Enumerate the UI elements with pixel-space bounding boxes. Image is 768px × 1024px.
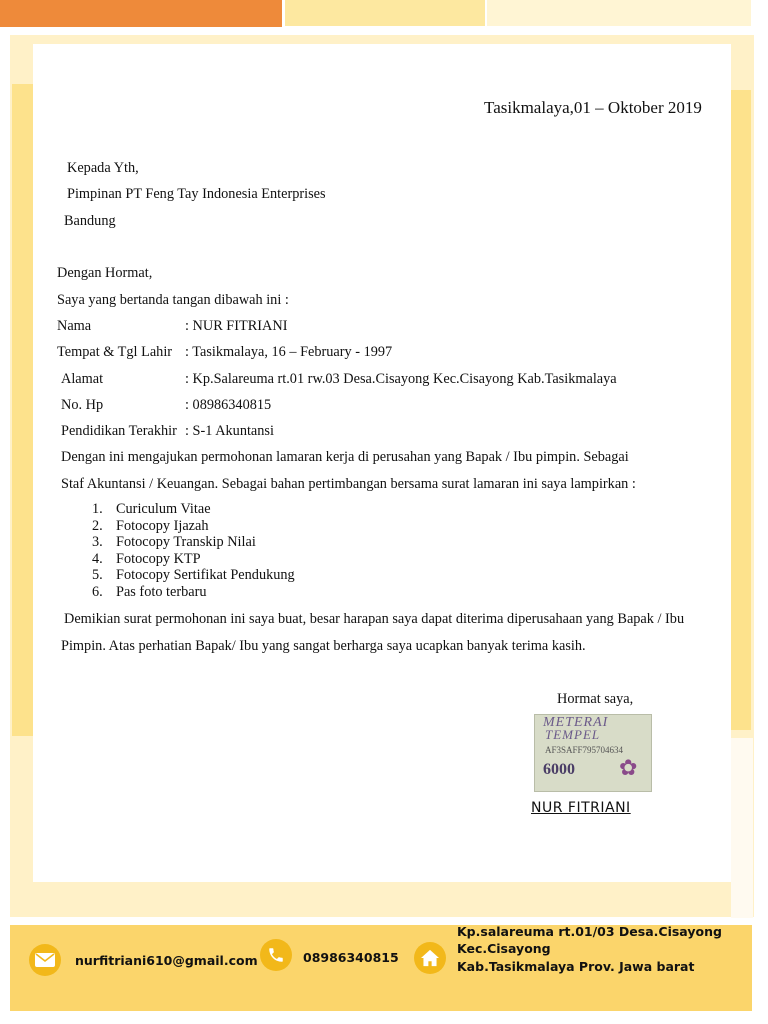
list-item-text: Fotocopy KTP	[116, 550, 201, 567]
footer-address-line-2: Kec.Cisayong	[457, 941, 551, 956]
intro-line: Saya yang bertanda tangan dibawah ini :	[57, 292, 289, 308]
list-item-text: Fotocopy Ijazah	[116, 517, 209, 534]
attachment-list	[92, 501, 295, 601]
list-item	[92, 518, 295, 535]
recipient-line-1: Kepada Yth,	[67, 160, 139, 176]
list-item	[92, 534, 295, 551]
paragraph-1-line-1: Dengan ini mengajukan permohonan lamaran kerja di perusahan yang Bapak / Ibu pimpin. Sebagai	[61, 449, 629, 465]
right-accent-strip	[731, 90, 751, 730]
list-item-number: 1.	[92, 501, 103, 517]
list-item-number: 6.	[92, 583, 103, 600]
top-orange-bar	[0, 0, 282, 27]
top-yellow-bar	[285, 0, 485, 26]
list-item-text: Fotocopy Transkip Nilai	[116, 534, 256, 551]
field-value-alamat: : Kp.Salareuma rt.01 rw.03 Desa.Cisayong Kec.Cisayong Kab.Tasikmalaya	[185, 371, 617, 387]
list-item	[92, 584, 295, 601]
list-item-text: Curiculum Vitae	[116, 501, 211, 517]
house-icon	[414, 942, 446, 974]
letter-date: Tasikmalaya,01 – Oktober 2019	[484, 98, 702, 117]
list-item	[92, 501, 295, 518]
field-label-alamat: Alamat	[61, 371, 104, 387]
paragraph-2-line-2: Pimpin. Atas perhatian Bapak/ Ibu yang sangat berharga saya ucapkan banyak terima kasih.	[61, 638, 586, 654]
footer-phone[interactable]: 08986340815	[303, 950, 399, 965]
list-item-text: Pas foto terbaru	[116, 583, 207, 600]
stamp-code: AF3SAFF795704634	[545, 745, 624, 755]
envelope-icon	[29, 944, 61, 976]
stamp-title-1: METERAI	[543, 715, 609, 730]
field-label-pendidikan: Pendidikan Terakhir	[61, 423, 177, 439]
field-value-pendidikan: : S-1 Akuntansi	[185, 423, 274, 439]
stamp-title-2: TEMPEL	[545, 727, 601, 742]
field-value-nama: : NUR FITRIANI	[185, 318, 288, 334]
stamp-value: 6000	[543, 761, 575, 778]
right-pale-strip	[731, 738, 753, 918]
closing-salutation: Hormat saya,	[557, 691, 634, 707]
field-label-hp: No. Hp	[61, 397, 104, 413]
paragraph-1-line-2: Staf Akuntansi / Keuangan. Sebagai bahan pertimbangan bersama surat lamaran ini saya lampirkan :	[61, 476, 636, 492]
footer-email[interactable]: nurfitriani610@gmail.com	[75, 953, 258, 968]
meterai-stamp	[534, 714, 652, 792]
flower-icon: ✿	[619, 755, 638, 780]
phone-icon	[260, 939, 292, 971]
top-pale-bar	[487, 0, 751, 26]
field-value-ttl: : Tasikmalaya, 16 – February - 1997	[185, 344, 393, 360]
paragraph-2-line-1: Demikian surat permohonan ini saya buat, besar harapan saya dapat diterima diperusahaan yang Bapak / Ibu	[64, 611, 685, 627]
signature-name: NUR FITRIANI	[531, 800, 631, 816]
list-item-number: 4.	[92, 550, 103, 567]
footer-address-line-3: Kab.Tasikmalaya Prov. Jawa barat	[457, 959, 695, 974]
field-value-hp: : 08986340815	[185, 397, 272, 413]
list-item	[92, 567, 295, 584]
list-item-number: 3.	[92, 534, 103, 551]
greeting: Dengan Hormat,	[57, 265, 153, 281]
list-item-number: 2.	[92, 517, 103, 534]
footer-address-line-1: Kp.salareuma rt.01/03 Desa.Cisayong	[457, 924, 722, 939]
recipient-line-3: Bandung	[64, 213, 116, 229]
field-label-ttl: Tempat & Tgl Lahir	[57, 344, 173, 360]
list-item	[92, 551, 295, 568]
list-item-text: Fotocopy Sertifikat Pendukung	[116, 567, 295, 584]
field-label-nama: Nama	[57, 318, 92, 334]
list-item-number: 5.	[92, 567, 103, 584]
recipient-line-2: Pimpinan PT Feng Tay Indonesia Enterprises	[67, 186, 326, 202]
